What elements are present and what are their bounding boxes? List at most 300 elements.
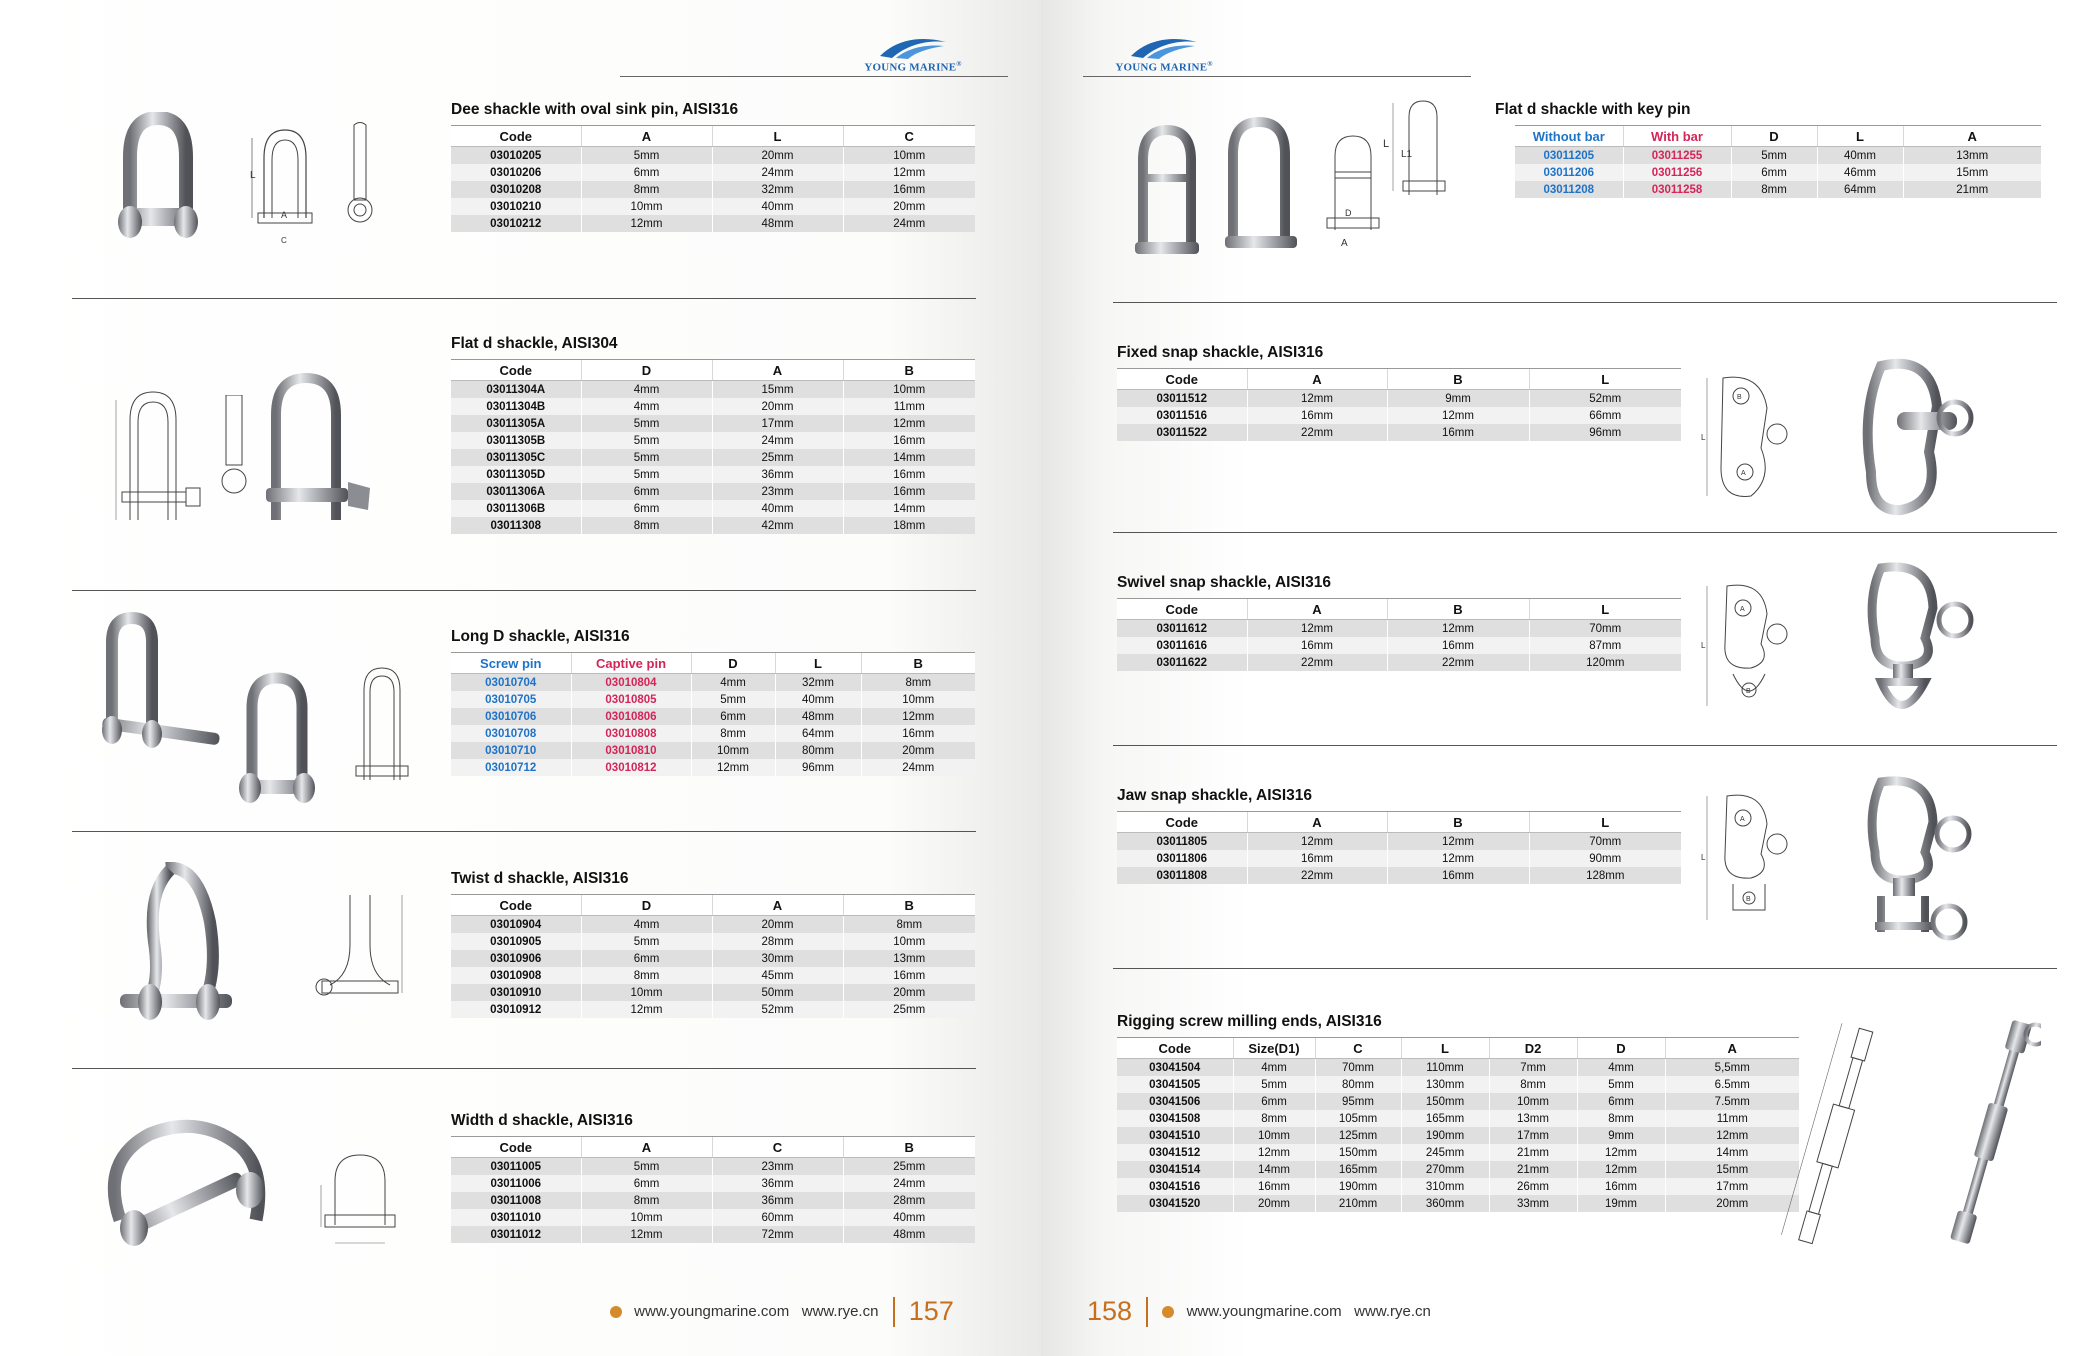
table-cell: 25mm [843, 1158, 975, 1176]
column-header: L [1529, 369, 1681, 390]
table-cell: 50mm [712, 984, 843, 1001]
table-cell: 03041508 [1117, 1110, 1233, 1127]
table-cell: 03011512 [1117, 390, 1247, 408]
table-cell: 03011206 [1515, 164, 1623, 181]
table-cell: 5,5mm [1665, 1059, 1799, 1077]
table-cell: 12mm [1387, 833, 1529, 851]
table-cell: 6.5mm [1665, 1076, 1799, 1093]
table-cell: 8mm [1233, 1110, 1315, 1127]
table-cell: 8mm [691, 725, 775, 742]
table-cell: 165mm [1315, 1161, 1401, 1178]
table-cell: 120mm [1529, 654, 1681, 671]
table-cell: 11mm [843, 398, 975, 415]
flat-key-shackle-bar-photo [1219, 114, 1309, 264]
table-row [451, 147, 975, 165]
table-cell: 03011622 [1117, 654, 1247, 671]
table-cell: 8mm [581, 517, 712, 534]
table-cell: 5mm [581, 449, 712, 466]
table-header-row [451, 360, 975, 381]
table-row [451, 933, 975, 950]
table-cell: 42mm [712, 517, 843, 534]
table-cell: 12mm [581, 1001, 712, 1018]
table-row [1515, 181, 2041, 198]
width-d-shackle-photo [90, 1110, 270, 1260]
table-header-row [1117, 812, 1681, 833]
table-cell: 18mm [843, 517, 975, 534]
column-header: D [581, 360, 712, 381]
table-cell: 64mm [1817, 181, 1903, 198]
table-cell: 6mm [581, 950, 712, 967]
table-cell: 40mm [1817, 147, 1903, 165]
table-header-row [451, 126, 975, 147]
table-row [451, 1192, 975, 1209]
column-header: A [1665, 1038, 1799, 1059]
table-cell: 5mm [581, 466, 712, 483]
table-cell: 16mm [1247, 407, 1387, 424]
footer-divider [893, 1297, 895, 1327]
table-cell: 245mm [1401, 1144, 1489, 1161]
table-cell: 24mm [843, 215, 975, 232]
spec-table-long-d [451, 652, 975, 776]
table-cell: 03011305B [451, 432, 581, 449]
long-d-shackle-drawing [352, 660, 412, 800]
table-cell: 21mm [1903, 181, 2041, 198]
table-cell: 52mm [712, 1001, 843, 1018]
table-row [451, 500, 975, 517]
table-cell: 12mm [1247, 390, 1387, 408]
table-cell: 03010810 [571, 742, 691, 759]
table-cell: 03041514 [1117, 1161, 1233, 1178]
table-cell: 25mm [712, 449, 843, 466]
table-cell: 03010712 [451, 759, 571, 776]
table-cell: 19mm [1577, 1195, 1665, 1212]
table-cell: 03011005 [451, 1158, 581, 1176]
page-number: 158 [1087, 1296, 1133, 1326]
table-cell: 70mm [1529, 833, 1681, 851]
table-cell: 96mm [1529, 424, 1681, 441]
table-cell: 12mm [581, 1226, 712, 1243]
column-header: Code [451, 360, 581, 381]
table-cell: 6mm [1577, 1093, 1665, 1110]
table-cell: 33mm [1489, 1195, 1577, 1212]
table-cell: 03011008 [451, 1192, 581, 1209]
svg-text:A: A [1341, 238, 1348, 249]
table-header-row [1117, 369, 1681, 390]
table-cell: 96mm [775, 759, 861, 776]
table-cell: 03010705 [451, 691, 571, 708]
column-header: With bar [1623, 126, 1731, 147]
table-cell: 310mm [1401, 1178, 1489, 1195]
table-cell: 16mm [1233, 1178, 1315, 1195]
table-cell: 14mm [1665, 1144, 1799, 1161]
table-cell: 9mm [1387, 390, 1529, 408]
table-cell: 03010905 [451, 933, 581, 950]
twist-d-shackle-drawing [310, 885, 410, 1035]
table-row [451, 691, 975, 708]
svg-text:A: A [1740, 816, 1745, 823]
left-page [0, 0, 1041, 1356]
table-cell: 03011522 [1117, 424, 1247, 441]
column-header: L [1529, 812, 1681, 833]
spec-table-flat-key [1515, 125, 2041, 198]
table-row [451, 1158, 975, 1176]
table-row [451, 483, 975, 500]
table-cell: 360mm [1401, 1195, 1489, 1212]
width-d-shackle-drawing [315, 1145, 405, 1255]
table-cell: 03010812 [571, 759, 691, 776]
table-cell: 20mm [1665, 1195, 1799, 1212]
table-cell: 10mm [843, 147, 975, 165]
svg-text:D: D [1345, 208, 1352, 218]
table-cell: 46mm [1817, 164, 1903, 181]
table-row [1117, 833, 1681, 851]
table-cell: 40mm [712, 500, 843, 517]
table-row [1117, 407, 1681, 424]
table-cell: 5mm [1577, 1076, 1665, 1093]
footer-url[interactable]: www.youngmarine.com [634, 1303, 790, 1320]
footer-divider [1146, 1297, 1148, 1327]
table-cell: 95mm [1315, 1093, 1401, 1110]
table-cell: 4mm [1233, 1059, 1315, 1077]
table-row [451, 1001, 975, 1018]
table-header-row [1117, 1038, 1799, 1059]
table-cell: 03010206 [451, 164, 581, 181]
table-header-row [1117, 599, 1681, 620]
header-rule [620, 76, 1008, 77]
table-cell: 8mm [1577, 1110, 1665, 1127]
table-cell: 17mm [712, 415, 843, 432]
column-header: L [1817, 126, 1903, 147]
column-header: A [1247, 599, 1387, 620]
table-row [451, 381, 975, 399]
table-cell: 12mm [1233, 1144, 1315, 1161]
table-cell: 20mm [861, 742, 975, 759]
svg-text:A: A [1741, 470, 1746, 477]
column-header: A [712, 895, 843, 916]
brand-name: YOUNG MARINE® [1115, 60, 1213, 74]
table-cell: 5mm [1233, 1076, 1315, 1093]
table-cell: 80mm [775, 742, 861, 759]
table-cell: 12mm [1247, 833, 1387, 851]
table-cell: 03011304B [451, 398, 581, 415]
table-row [1117, 1127, 1799, 1144]
table-cell: 25mm [843, 1001, 975, 1018]
table-cell: 03011006 [451, 1175, 581, 1192]
section-title-jaw-snap: Jaw snap shackle, AISI316 [1117, 787, 1313, 804]
table-cell: 6mm [581, 500, 712, 517]
table-cell: 16mm [843, 432, 975, 449]
table-cell: 22mm [1247, 654, 1387, 671]
table-row [1117, 1059, 1799, 1077]
column-header: B [843, 360, 975, 381]
table-cell: 17mm [1665, 1178, 1799, 1195]
table-row [451, 415, 975, 432]
table-cell: 22mm [1247, 867, 1387, 884]
flat-pin-drawing [218, 395, 250, 505]
table-cell: 130mm [1401, 1076, 1489, 1093]
globe-icon [1162, 1306, 1174, 1318]
table-cell: 03010212 [451, 215, 581, 232]
flat-d-shackle-photo [258, 370, 378, 530]
svg-text:A: A [281, 210, 288, 220]
svg-text:L1: L1 [1401, 149, 1413, 160]
table-cell: 03011808 [1117, 867, 1247, 884]
table-cell: 03011305A [451, 415, 581, 432]
table-cell: 12mm [1577, 1144, 1665, 1161]
fixed-snap-shackle-drawing [1701, 368, 1811, 508]
table-cell: 52mm [1529, 390, 1681, 408]
oval-pin-drawing [340, 120, 380, 230]
table-cell: 40mm [712, 198, 843, 215]
svg-text:L: L [1701, 433, 1706, 442]
table-cell: 16mm [843, 466, 975, 483]
table-cell: 03041516 [1117, 1178, 1233, 1195]
table-cell: 10mm [581, 984, 712, 1001]
table-cell: 72mm [712, 1226, 843, 1243]
table-cell: 128mm [1529, 867, 1681, 884]
table-row [1117, 1178, 1799, 1195]
globe-icon [610, 1306, 622, 1318]
column-header: A [1247, 812, 1387, 833]
table-cell: 8mm [1731, 181, 1817, 198]
section-title-flat-d: Flat d shackle, AISI304 [451, 335, 618, 352]
table-cell: 150mm [1401, 1093, 1489, 1110]
svg-text:L: L [1701, 641, 1706, 650]
table-cell: 150mm [1315, 1144, 1401, 1161]
table-cell: 12mm [1247, 620, 1387, 638]
section-divider [72, 590, 976, 591]
table-cell: 24mm [712, 164, 843, 181]
table-row [451, 517, 975, 534]
table-row [1515, 147, 2041, 165]
table-cell: 14mm [843, 449, 975, 466]
section-title-fixed-snap: Fixed snap shackle, AISI316 [1117, 344, 1324, 361]
footer-url[interactable]: www.rye.cn [801, 1303, 879, 1320]
column-header: D2 [1489, 1038, 1577, 1059]
table-cell: 16mm [1387, 637, 1529, 654]
table-cell: 03010710 [451, 742, 571, 759]
table-cell: 16mm [861, 725, 975, 742]
table-cell: 20mm [712, 147, 843, 165]
table-cell: 32mm [775, 674, 861, 692]
table-cell: 5mm [691, 691, 775, 708]
table-cell: 16mm [1247, 850, 1387, 867]
jaw-snap-shackle-drawing [1701, 790, 1811, 930]
table-cell: 4mm [581, 381, 712, 399]
column-header: C [712, 1137, 843, 1158]
table-cell: 03011012 [451, 1226, 581, 1243]
column-header: L [712, 126, 843, 147]
table-cell: 5mm [581, 147, 712, 165]
wave-logo-icon [878, 34, 948, 60]
table-cell: 36mm [712, 1175, 843, 1192]
table-row [451, 1175, 975, 1192]
table-cell: 03011306A [451, 483, 581, 500]
table-cell: 4mm [581, 916, 712, 934]
table-cell: 80mm [1315, 1076, 1401, 1093]
twist-d-shackle-photo [108, 862, 248, 1037]
table-cell: 03010706 [451, 708, 571, 725]
table-cell: 03011612 [1117, 620, 1247, 638]
table-cell: 10mm [691, 742, 775, 759]
brand-logo [1099, 34, 1229, 76]
table-cell: 12mm [1387, 850, 1529, 867]
table-row [451, 466, 975, 483]
table-cell: 03041504 [1117, 1059, 1233, 1077]
table-cell: 5mm [581, 415, 712, 432]
table-cell: 5mm [581, 1158, 712, 1176]
table-cell: 190mm [1401, 1127, 1489, 1144]
table-cell: 20mm [843, 198, 975, 215]
spec-table-flat-d [451, 359, 975, 534]
column-header: L [775, 653, 861, 674]
table-row [1117, 1144, 1799, 1161]
section-title-long-d: Long D shackle, AISI316 [451, 628, 630, 645]
brand-logo [848, 34, 978, 76]
table-cell: 5mm [1731, 147, 1817, 165]
table-cell: 03011256 [1623, 164, 1731, 181]
table-cell: 12mm [843, 415, 975, 432]
table-cell: 03010906 [451, 950, 581, 967]
table-cell: 13mm [1903, 147, 2041, 165]
table-cell: 16mm [1387, 867, 1529, 884]
table-cell: 6mm [1233, 1093, 1315, 1110]
column-header: Code [1117, 599, 1247, 620]
table-cell: 26mm [1489, 1178, 1577, 1195]
table-header-row [451, 1137, 975, 1158]
column-header: A [581, 126, 712, 147]
column-header: Code [451, 1137, 581, 1158]
table-cell: 03011255 [1623, 147, 1731, 165]
section-title-flat-key: Flat d shackle with key pin [1495, 101, 1691, 118]
table-cell: 03011205 [1515, 147, 1623, 165]
table-row [451, 742, 975, 759]
table-cell: 03010910 [451, 984, 581, 1001]
table-cell: 10mm [843, 933, 975, 950]
table-row [1117, 1076, 1799, 1093]
table-row [451, 708, 975, 725]
table-row [451, 916, 975, 934]
table-row [451, 967, 975, 984]
table-cell: 24mm [712, 432, 843, 449]
table-cell: 10mm [861, 691, 975, 708]
table-cell: 15mm [1903, 164, 2041, 181]
table-row [1117, 390, 1681, 408]
wave-logo-icon [1129, 34, 1199, 60]
table-cell: 105mm [1315, 1110, 1401, 1127]
column-header: B [1387, 369, 1529, 390]
table-cell: 12mm [843, 164, 975, 181]
table-cell: 12mm [691, 759, 775, 776]
column-header: Captive pin [571, 653, 691, 674]
column-header: Screw pin [451, 653, 571, 674]
table-cell: 23mm [712, 1158, 843, 1176]
fixed-snap-shackle-photo [1841, 352, 1981, 522]
column-header: D [691, 653, 775, 674]
table-cell: 10mm [581, 198, 712, 215]
section-title-dee-oval: Dee shackle with oval sink pin, AISI316 [451, 101, 739, 118]
table-cell: 90mm [1529, 850, 1681, 867]
table-cell: 20mm [843, 984, 975, 1001]
flat-key-shackle-side-drawing [1383, 95, 1453, 215]
dee-shackle-photo [118, 112, 198, 262]
column-header: D [581, 895, 712, 916]
table-cell: 03011010 [451, 1209, 581, 1226]
table-cell: 03011805 [1117, 833, 1247, 851]
table-cell: 28mm [843, 1192, 975, 1209]
section-title-swivel-snap: Swivel snap shackle, AISI316 [1117, 574, 1331, 591]
table-cell: 12mm [1577, 1161, 1665, 1178]
table-cell: 8mm [581, 181, 712, 198]
column-header: Code [451, 126, 581, 147]
section-title-twist-d: Twist d shackle, AISI316 [451, 870, 629, 887]
table-row [1117, 620, 1681, 638]
table-cell: 6mm [581, 164, 712, 181]
table-cell: 16mm [1577, 1178, 1665, 1195]
table-cell: 21mm [1489, 1161, 1577, 1178]
table-cell: 03041520 [1117, 1195, 1233, 1212]
section-divider [1113, 532, 2057, 533]
svg-text:B: B [1746, 896, 1751, 903]
section-title-width-d: Width d shackle, AISI316 [451, 1112, 633, 1129]
table-cell: 03011616 [1117, 637, 1247, 654]
column-header: Without bar [1515, 126, 1623, 147]
table-cell: 03010806 [571, 708, 691, 725]
table-row [451, 181, 975, 198]
table-cell: 03010805 [571, 691, 691, 708]
footer-url[interactable]: www.rye.cn [1354, 1303, 1431, 1320]
table-row [1117, 1110, 1799, 1127]
table-cell: 16mm [843, 483, 975, 500]
table-cell: 16mm [843, 181, 975, 198]
table-cell: 03010708 [451, 725, 571, 742]
column-header: A [1247, 369, 1387, 390]
table-cell: 70mm [1529, 620, 1681, 638]
svg-text:L: L [250, 170, 256, 181]
table-cell: 12mm [1387, 407, 1529, 424]
table-cell: 23mm [712, 483, 843, 500]
table-cell: 03010205 [451, 147, 581, 165]
table-cell: 03041506 [1117, 1093, 1233, 1110]
column-header: C [1315, 1038, 1401, 1059]
table-row [451, 398, 975, 415]
table-cell: 21mm [1489, 1144, 1577, 1161]
table-cell: 60mm [712, 1209, 843, 1226]
table-cell: 17mm [1489, 1127, 1577, 1144]
table-cell: 12mm [1665, 1127, 1799, 1144]
footer-url[interactable]: www.youngmarine.com [1186, 1303, 1342, 1320]
brand-name: YOUNG MARINE® [864, 60, 962, 74]
spec-table-twist-d [451, 894, 975, 1018]
table-cell: 03010808 [571, 725, 691, 742]
section-divider [1113, 745, 2057, 746]
column-header: B [861, 653, 975, 674]
table-cell: 03011516 [1117, 407, 1247, 424]
table-cell: 10mm [1489, 1093, 1577, 1110]
table-cell: 03011305C [451, 449, 581, 466]
table-cell: 03011208 [1515, 181, 1623, 198]
table-cell: 03010208 [451, 181, 581, 198]
spec-table-jaw-snap [1117, 811, 1681, 884]
table-cell: 03010210 [451, 198, 581, 215]
header-rule [1083, 76, 1471, 77]
table-row [451, 674, 975, 692]
swivel-snap-shackle-drawing [1701, 578, 1811, 718]
rigging-screw-drawing [1781, 1020, 1891, 1250]
table-cell: 8mm [1489, 1076, 1577, 1093]
section-divider [72, 1068, 976, 1069]
svg-text:C: C [281, 236, 287, 245]
